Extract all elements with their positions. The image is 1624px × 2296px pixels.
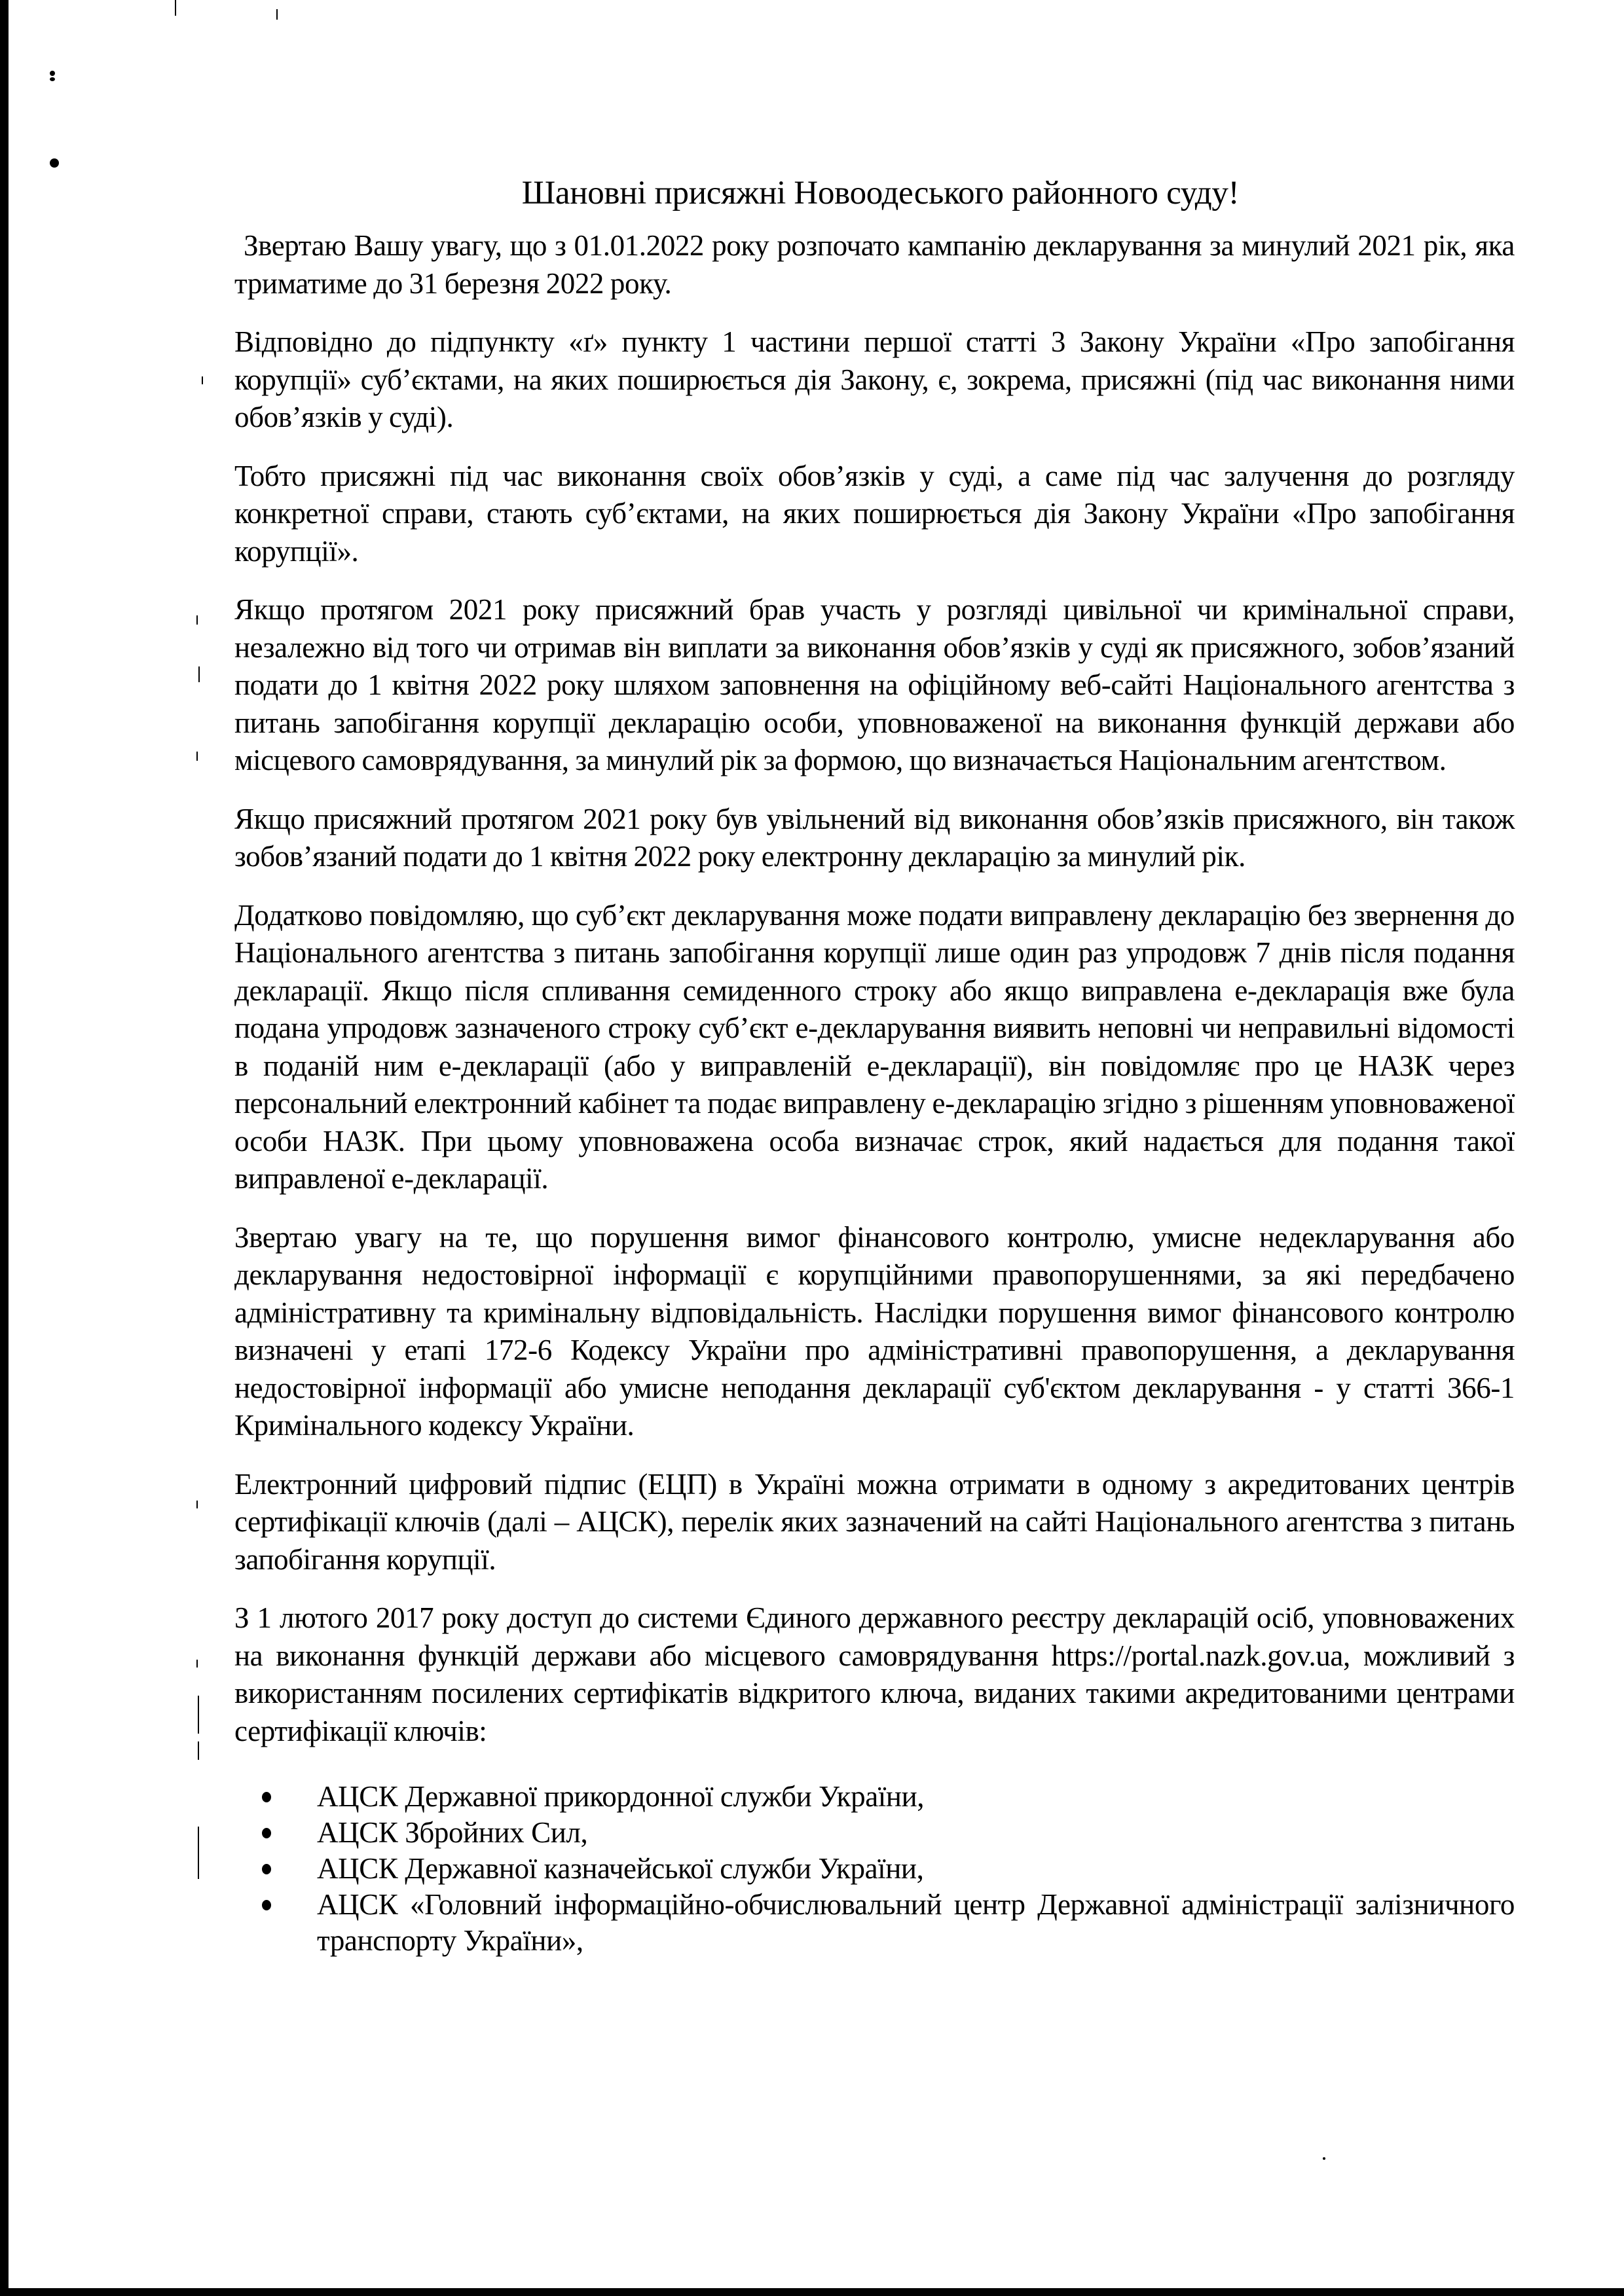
letter-title: Шановні присяжні Новоодеського районного суду! [521, 175, 1240, 211]
scan-tick [196, 615, 198, 625]
scan-tick [198, 1741, 199, 1760]
scan-tick [276, 9, 278, 20]
scan-speck [50, 71, 55, 76]
scan-tick [196, 1660, 198, 1667]
scan-tick [196, 1501, 198, 1508]
paragraph-liability: Звертаю увагу на те, що порушення вимог фінансового контролю, умисне недекларування або декларування недостовірної інформації є корупційними правопорушеннями, за які передбачено адміністративну та кримінальну відповідальність. Наслідки порушення вимог фінансового контролю визначені у етапі 172-6 Кодексу України про адміністративні правопорушення, а декларування недостовірної інформації або умисне неподання декларації суб'єктом декларування - у статті 366-1 Кримінального кодексу України. [234, 1220, 1515, 1442]
scan-tick [198, 666, 200, 682]
scan-speck [1323, 2157, 1325, 2160]
list-item [219, 1887, 1515, 1959]
list-item [219, 1851, 1515, 1887]
list-item-text: АЦСК «Головний інформаційно-обчислювальний центр Державної адміністрації залізничного транспорту України», [317, 1888, 1515, 1957]
bullet-icon [262, 1828, 271, 1838]
bullet-icon [262, 1792, 271, 1802]
paragraph-declaration-campaign: Звертаю Вашу увагу, що з 01.01.2022 року розпочато кампанію декларування за минулий 2021 рік, яка триматиме до 31 березня 2022 року. [234, 229, 1515, 300]
paragraph-registry-access: З 1 лютого 2017 року доступ до системи Єдиного державного реєстру декларацій осіб, уповноважених на виконання функцій держави або місцевого самоврядування https://portal.nazk.gov.ua, можливий з використанням посилених сертифікатів відкритого ключа, виданих такими акредитованими центрами сертифікації ключів: [234, 1601, 1515, 1747]
scan-tick [198, 1827, 199, 1879]
scan-tick [198, 1696, 199, 1734]
scan-speck [50, 77, 55, 81]
letter-body [234, 167, 1515, 1959]
bullet-icon [262, 1900, 271, 1910]
scan-border-bottom [0, 2288, 1624, 2296]
scan-tick [202, 376, 203, 384]
paragraph-corrected-declaration: Додатково повідомляю, що суб’єкт декларування може подати виправлену декларацію без звернення до Національного агентства з питань запобігання корупції лише один раз упродовж 7 днів після подання декларації. Якщо після спливання семиденного строку або якщо виправлена е-декларація вже була подана упродовж зазначеного строку суб’єкт е-декларування виявить неповні чи неправильні відомості в поданій ним е-декларації (або у виправленій е-декларації), він повідомляє про це НАЗК через персональний електронний кабінет та подає виправлену е-декларацію згідно з рішенням уповноваженої особи НАЗК. При цьому уповноважена особа визначає строк, який надається для подання такої виправленої е-декларації. [234, 898, 1515, 1195]
list-item [219, 1779, 1515, 1815]
scan-border-left [0, 0, 9, 2296]
list-item-text: АЦСК Державної прикордонної служби України, [317, 1780, 925, 1813]
punch-hole-mark [50, 158, 59, 168]
certification-centers-list [234, 1779, 1515, 1959]
scan-tick [196, 752, 198, 761]
list-item-text: АЦСК Збройних Сил, [317, 1816, 588, 1849]
paragraph-digital-signature: Електронний цифровий підпис (ЕЦП) в Україні можна отримати в одному з акредитованих центрів сертифікації ключів (далі – АЦСК), перелік яких зазначений на сайті Національного агентства з питань запобігання корупції. [234, 1467, 1515, 1576]
scan-tick [175, 0, 176, 16]
paragraph-legal-basis: Відповідно до підпункту «ґ» пункту 1 частини першої статті 3 Закону України «Про запобігання корупції» суб’єктами, на яких поширюється дія Закону, є, зокрема, присяжні (під час виконання ними обов’язків у суді). [234, 325, 1515, 433]
list-item [219, 1815, 1515, 1851]
list-item-text: АЦСК Державної казначейської служби України, [317, 1852, 924, 1885]
paragraph-jurors-as-subjects: Тобто присяжні під час виконання своїх обов’язків у суді, а саме під час залучення до розгляду конкретної справи, стають суб’єктами, на яких поширюється дія Закону України «Про запобігання корупції». [234, 459, 1515, 568]
paragraph-released-jurors: Якщо присяжний протягом 2021 року був увільнений від виконання обов’язків присяжного, він також зобов’язаний подати до 1 квітня 2022 року електронну декларацію за минулий рік. [234, 802, 1515, 873]
paragraph-obligation-to-declare: Якщо протягом 2021 року присяжний брав участь у розгляді цивільної чи кримінальної справи, незалежно від того чи отримав він виплати за виконання обов’язків у суді як присяжного, зобов’язаний подати до 1 квітня 2022 року шляхом заповнення на офіційному веб-сайті Національного агентства з питань запобігання корупції декларацію особи, уповноваженої на виконання функцій держави або місцевого самоврядування, за минулий рік за формою, що визначається Національним агентством. [234, 593, 1515, 776]
bullet-icon [262, 1864, 271, 1874]
